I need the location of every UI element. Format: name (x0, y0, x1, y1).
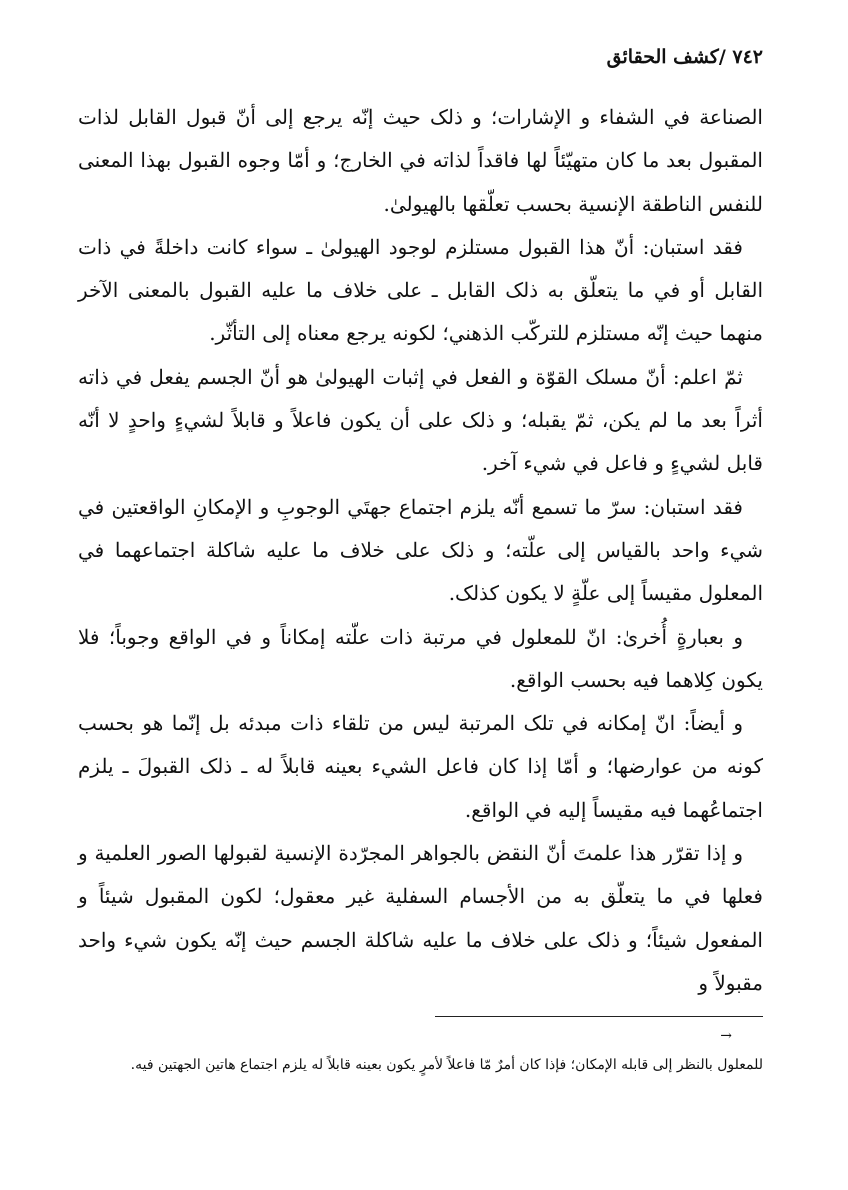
paragraph: و بعبارةٍ أُخریٰ: انّ للمعلول في مرتبة ذات علّته إمكاناً و في الواقع وجوباً؛ فلا يكون كِلاهما فيه بحسب الواقع. (78, 624, 763, 692)
paragraph: و أيضاً: انّ إمكانه في تلک المرتبة ليس من تلقاء ذات مبدئه بل إنّما هو بحسب كونه من عوارضها؛ و أمّا إذا كان فاعل الشيء بعينه قابلاً له ـ ذلک القبولَ ـ يلزم اجتماعُهما فيه مقيساً إليه في الواقع. (78, 711, 763, 822)
running-header: ٧٤٢ /كشف الحقائق (606, 46, 763, 68)
paragraph: فقد استبان: أنّ هذا القبول مستلزم لوجود الهيولیٰ ـ سواء كانت داخلةً في ذات القابل أو في ما يتعلّق به ذلک القابل ـ علی خلاف ما عليه القبول بالمعنی الآخر منهما حيث إنّه مستلزم للتركّب الذهني؛ لكونه يرجع معناه إلی التأثّر. (78, 234, 763, 346)
paragraph: الصناعة في الشفاء و الإشارات؛ و ذلک حيث إنّه يرجع إلی أنّ قبول القابل لذات المقبول بعد ما كان متهيّئاً لها فاقداً لذاته في الخارج؛ و أمّا وجوه القبول بهذا المعنی للنفس الناطقة الإنسية بحسب تعلّقها بالهيولیٰ. (78, 105, 763, 216)
footnote-text: للمعلول بالنظر إلی قابله الإمكان؛ فإذا كان أمرٌ مّا فاعلاً لأمرٍ يكون بعينه قابلاً له يلزم اجتماع هاتين الجهتين فيه. (130, 1057, 763, 1073)
paragraph: ثمّ اعلم: أنّ مسلک القوّة و الفعل في إثبات الهيولیٰ هو أنّ الجسم يفعل في ذاته أثراً بعد ما لم يكن، ثمّ يقبله؛ و ذلک علی أن يكون فاعلاً و قابلاً لشيءٍ واحدٍ لا أنّه قابل لشيءٍ و فاعل في شيء آخر. (78, 364, 763, 476)
main-text (78, 96, 763, 1005)
footnote-continuation-arrow-icon: → (720, 1028, 732, 1044)
footnote-divider (435, 1016, 763, 1017)
paragraph: فقد استبان: سرّ ما تسمع أنّه يلزم اجتماع جهتَي الوجوبِ و الإمكانِ الواقعتين في شيء واحد بالقياس إلی علّته؛ و ذلک علی خلاف ما عليه شاكلة اجتماعهما في المعلول مقيساً إلی علّةٍ لا يكون كذلک. (78, 494, 763, 606)
paragraph: و إذا تقرّر هذا علمتَ أنّ النقض بالجواهر المجرّدة الإنسية لقبولها الصور العلمية و فعلها في ما يتعلّق به من الأجسام السفلية غير معقول؛ لكون المقبول شيئاً و المفعول شيئاً؛ و ذلک علی خلاف ما عليه شاكلة الجسم حيث إنّه يكون شيء واحد مقبولاً و (78, 841, 763, 995)
